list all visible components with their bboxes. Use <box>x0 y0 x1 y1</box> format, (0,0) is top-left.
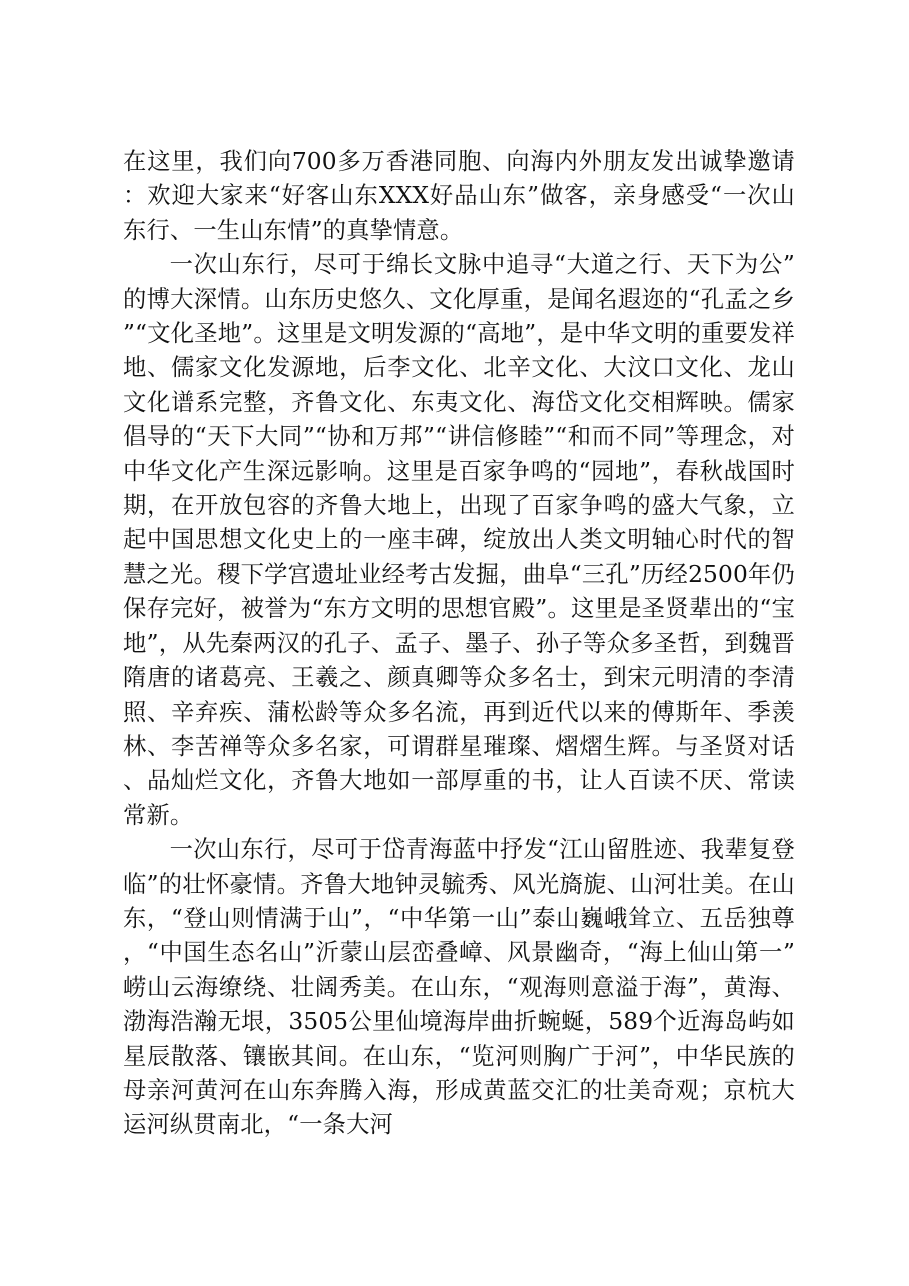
document-page <box>123 145 795 1143</box>
paragraph-1: 在这里，我们向700多万香港同胞、向海内外朋友发出诚挚邀请：欢迎大家来“好客山东XXX好品山东”做客，亲身感受“一次山东行、一生山东情”的真挚情意。 <box>123 148 795 244</box>
paragraph-2: 一次山东行，尽可于绵长文脉中追寻“大道之行、天下为公”的博大深情。山东历史悠久、文化厚重，是闻名遐迩的“孔孟之乡”“文化圣地”。这里是文明发源的“高地”，是中华文明的重要发祥地、儒家文化发源地，后李文化、北辛文化、大汶口文化、龙山文化谱系完整，齐鲁文化、东夷文化、海岱文化交相辉映。儒家倡导的“天下大同”“协和万邦”“讲信修睦”“和而不同”等理念，对中华文化产生深远影响。这里是百家争鸣的“园地”，春秋战国时期，在开放包容的齐鲁大地上，出现了百家争鸣的盛大气象，立起中国思想文化史上的一座丰碑，绽放出人类文明轴心时代的智慧之光。稷下学宫遗址业经考古发掘，曲阜“三孔”历经2500年仍保存完好，被誉为“东方文明的思想官殿”。这里是圣贤辈出的“宝地”，从先秦两汉的孔子、孟子、墨子、孙子等众多圣哲，到魏晋隋唐的诸葛亮、王羲之、颜真卿等众多名士，到宋元明清的李清照、辛弃疾、蒲松龄等众多名流，再到近代以来的傅斯年、季羡林、李苦禅等众多名家，可谓群星璀璨、熠熠生辉。与圣贤对话、品灿烂文化，齐鲁大地如一部厚重的书，让人百读不厌、常读常新。 <box>123 251 795 829</box>
paragraph-3: 一次山东行，尽可于岱青海蓝中抒发“江山留胜迹、我辈复登临”的壮怀豪情。齐鲁大地钟灵毓秀、风光旖旎、山河壮美。在山东，“登山则情满于山”，“中华第一山”泰山巍峨耸立、五岳独尊，“中国生态名山”沂蒙山层峦叠嶂、风景幽奇，“海上仙山第一”崂山云海缭绕、壮阔秀美。在山东，“观海则意溢于海”，黄海、渤海浩瀚无垠，3505公里仙境海岸曲折蜿蜒，589个近海岛屿如星辰散落、镶嵌其间。在山东，“览河则胸广于河”，中华民族的母亲河黄河在山东奔腾入海，形成黄蓝交汇的壮美奇观；京杭大运河纵贯南北，“一条大河 <box>123 836 795 1139</box>
